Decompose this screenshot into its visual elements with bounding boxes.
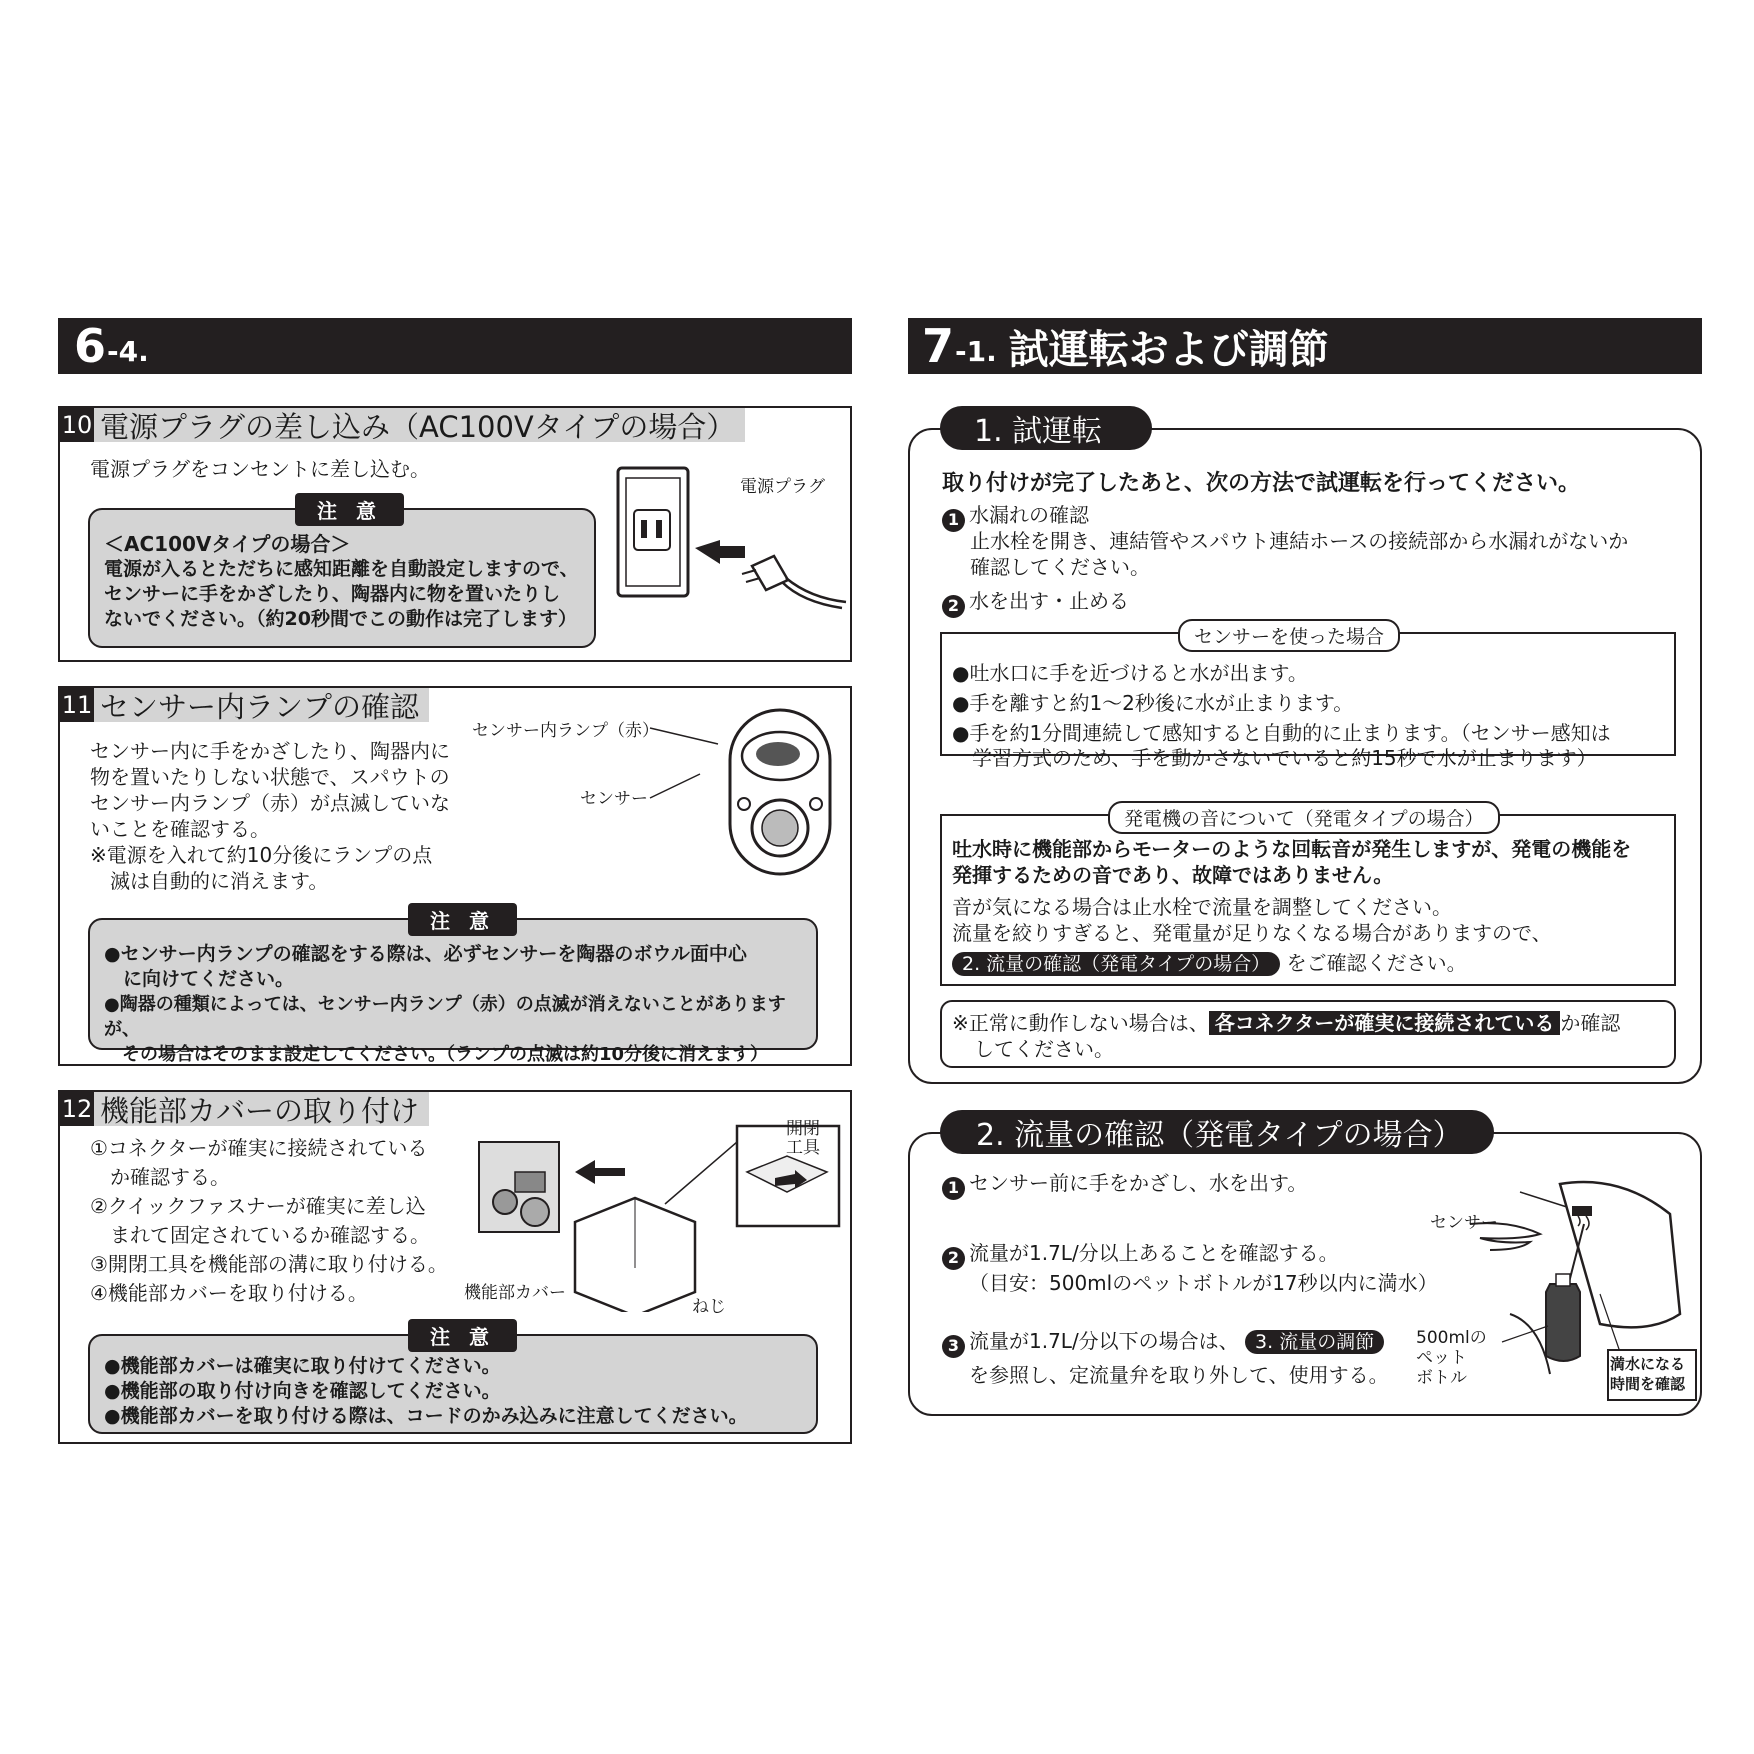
- text-line: ②クイックファスナーが確実に差し込: [90, 1194, 426, 1218]
- caution-label: 注 意: [408, 1319, 517, 1352]
- section-title: 1. 試運転: [940, 406, 1152, 450]
- step-number: 11: [60, 688, 94, 722]
- step-10-panel: [58, 406, 852, 662]
- text-line: ④機能部カバーを取り付ける。: [90, 1281, 368, 1305]
- caution-box: [88, 909, 818, 1065]
- step-title-text: センサー内ランプの確認: [100, 689, 420, 724]
- caution-line: 電源が入るとただちに感知距離を自動設定しますので、: [104, 558, 579, 580]
- caution-box: [88, 499, 596, 648]
- note-before: ※正常に動作しない場合は、: [952, 1011, 1209, 1035]
- number-badge: 1: [942, 509, 965, 532]
- text-line: 確認してください。: [970, 555, 1150, 579]
- generator-text: [952, 894, 1552, 977]
- text-line: 音が気になる場合は止水栓で流量を調整してください。: [952, 895, 1452, 919]
- text-line: 止水栓を開き、連結管やスパウト連結ホースの接続部から水漏れがないか: [970, 529, 1629, 553]
- generator-box-title: 発電機の音について（発電タイプの場合）: [1108, 801, 1500, 834]
- item-title: 水漏れの確認: [969, 503, 1089, 527]
- text-line: 物を置いたりしない状態で、スパウトの: [90, 765, 450, 789]
- note-after: か確認: [1560, 1011, 1621, 1035]
- item-water-on-off: [942, 588, 1129, 618]
- caution-line: センサーに手をかざしたり、陶器内に物を置いたりし: [104, 583, 561, 605]
- step-title-text: 機能部カバーの取り付け: [100, 1093, 420, 1128]
- caution-line: ●陶器の種類によっては、センサー内ランプ（赤）の点滅が消えないことがありますが、: [104, 994, 786, 1040]
- cover-label: 機能部カバー: [464, 1283, 566, 1303]
- text-line: ③開閉工具を機能部の溝に取り付ける。: [90, 1252, 448, 1276]
- step-number: 12: [60, 1092, 94, 1126]
- step-12-panel: [58, 1090, 852, 1444]
- ref-after-text: をご確認ください。: [1286, 951, 1467, 975]
- flow-check-section: [908, 1118, 1702, 1416]
- text-line: 吐水時に機能部からモーターのような回転音が発生しますが、発電の機能を: [952, 837, 1632, 861]
- step-11-text: [90, 738, 460, 894]
- text-line: か確認する。: [90, 1165, 230, 1189]
- plug-label: 電源プラグ: [740, 477, 825, 497]
- text-line: 流量を絞りすぎると、発電量が足りなくなる場合がありますので、: [952, 921, 1552, 945]
- tool-label: 開閉 工具: [786, 1119, 820, 1158]
- note-text: [952, 1010, 1620, 1062]
- caution-box: [88, 1325, 818, 1434]
- number-badge: 3: [942, 1335, 965, 1358]
- caution-label: 注 意: [295, 493, 404, 526]
- caution-line: ないでください。（約20秒間でこの動作は完了します）: [104, 608, 577, 630]
- section-header-7-1: [908, 318, 1702, 374]
- ref-link-flow-check[interactable]: 2. 流量の確認（発電タイプの場合）: [952, 952, 1280, 976]
- generator-bold-text: [952, 836, 1631, 888]
- note-highlight: 各コネクターが確実に接続されている: [1209, 1011, 1561, 1035]
- lead-text: 取り付けが完了したあと、次の方法で試運転を行ってください。: [942, 471, 1581, 496]
- text-line: ●吐水口に手を近づけると水が出ます。: [952, 661, 1308, 685]
- text-line: センサー内ランプ（赤）が点滅していな: [90, 791, 450, 815]
- caution-line: ●機能部カバーは確実に取り付けてください。: [104, 1355, 501, 1377]
- item-text: 流量が1.7L/分以上あることを確認する。: [969, 1241, 1339, 1265]
- step-10-title: [60, 408, 745, 442]
- sensor-text: [952, 658, 1611, 770]
- header-title: 試運転および調節: [1008, 326, 1329, 373]
- header-number: 6: [74, 319, 108, 373]
- lamp-label: センサー内ランプ（赤）: [472, 721, 659, 741]
- step-title-text: 電源プラグの差し込み（AC100Vタイプの場合）: [100, 409, 736, 444]
- text-line: いことを確認する。: [90, 817, 270, 841]
- text-line: 滅は自動的に消えます。: [90, 869, 329, 893]
- header-suffix: -1.: [955, 334, 997, 368]
- generator-box: [940, 808, 1676, 986]
- item-text-line2: （目安：500mlのペットボトルが17秒以内に満水）: [969, 1270, 1438, 1295]
- caution-line: に向けてください。: [104, 968, 295, 990]
- text-line: ※電源を入れて約10分後にランプの点: [90, 843, 433, 867]
- item-text: 流量が1.7L/分以下の場合は、: [969, 1329, 1239, 1353]
- caution-line: ●機能部の取り付け向きを確認してください。: [104, 1380, 501, 1402]
- flow-item-1: [942, 1170, 1307, 1200]
- section-header-6-4: [58, 318, 852, 374]
- text-line: 学習方式のため、手を動かさないでいると約15秒で水が止まります）: [952, 746, 1597, 770]
- text-line: センサー内に手をかざしたり、陶器内に: [90, 739, 450, 763]
- number-badge: 2: [942, 595, 965, 618]
- caution-line: ＜AC100Vタイプの場合＞: [104, 532, 351, 556]
- text-line: 発揮するための音であり、故障ではありません。: [952, 863, 1394, 887]
- ref-link-flow-adjust[interactable]: 3. 流量の調節: [1245, 1330, 1384, 1354]
- screw-label: ねじ: [692, 1297, 726, 1317]
- number-badge: 2: [942, 1247, 965, 1270]
- header-suffix: -4.: [107, 334, 149, 368]
- number-badge: 1: [942, 1177, 965, 1200]
- flow-item-3: [942, 1328, 1389, 1388]
- item-text: [970, 528, 1628, 580]
- caution-line: ●機能部カバーを取り付ける際は、コードのかみ込みに注意してください。: [104, 1405, 748, 1427]
- sensor-label: センサー: [580, 789, 648, 809]
- text-line: ●手を約1分間連続して感知すると自動的に止まります。（センサー感知は: [952, 721, 1611, 745]
- step-12-title: [60, 1092, 429, 1126]
- step-number: 10: [60, 408, 94, 442]
- section-title: 2. 流量の確認（発電タイプの場合）: [940, 1110, 1494, 1154]
- bottle-label: 500mlの ペット ボトル: [1416, 1328, 1487, 1388]
- caution-line: ●センサー内ランプの確認をする際は、必ずセンサーを陶器のボウル面中心: [104, 943, 747, 965]
- item-text-line2: を参照し、定流量弁を取り外して、使用する。: [969, 1362, 1389, 1387]
- text-line: ●手を離すと約1～2秒後に水が止まります。: [952, 691, 1354, 715]
- caution-line: その場合はそのまま設定してください。（ランプの点滅は約10分後に消えます）: [104, 1044, 769, 1065]
- header-number: 7: [922, 319, 956, 373]
- step-11-panel: [58, 686, 852, 1066]
- sensor-box: [940, 626, 1676, 770]
- note-line2: してください。: [974, 1037, 1114, 1061]
- item-title: 水を出す・止める: [969, 589, 1129, 613]
- sensor-label: センサー: [1430, 1213, 1498, 1233]
- ref-line: [952, 950, 1552, 977]
- step-11-title: [60, 688, 429, 722]
- trial-run-section: [908, 414, 1702, 1084]
- flow-item-2: [942, 1240, 1438, 1296]
- text-line: まれて固定されているか確認する。: [90, 1223, 430, 1247]
- sensor-box-title: センサーを使った場合: [1178, 619, 1400, 652]
- full-time-label: 満水になる 時間を確認: [1610, 1355, 1686, 1393]
- note-box: [940, 1000, 1676, 1068]
- text-line: ①コネクターが確実に接続されている: [90, 1136, 428, 1160]
- caution-label: 注 意: [408, 903, 517, 936]
- sensor-illustration: [640, 708, 840, 878]
- step-12-text: [90, 1134, 470, 1308]
- item-text: センサー前に手をかざし、水を出す。: [969, 1171, 1308, 1195]
- step-10-text: 電源プラグをコンセントに差し込む。: [90, 457, 430, 481]
